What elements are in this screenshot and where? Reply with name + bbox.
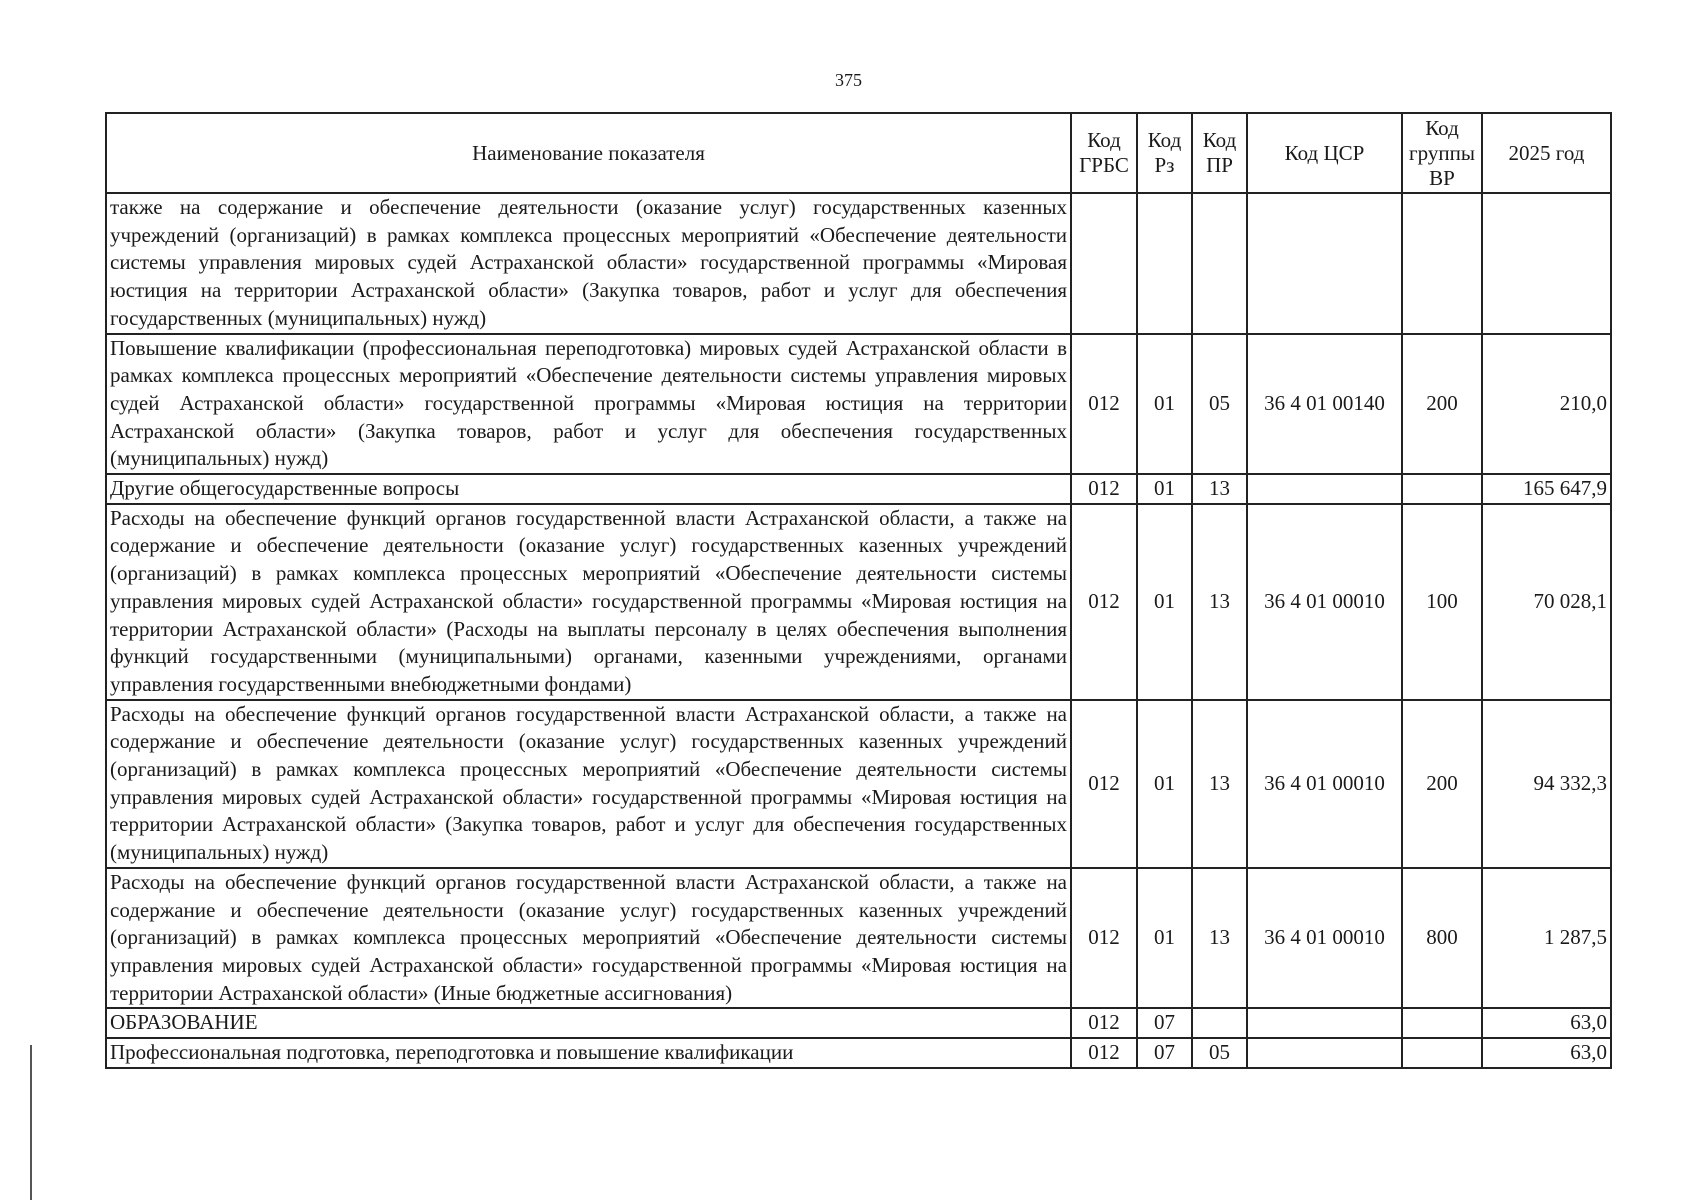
row-vr: 800 <box>1402 868 1482 1009</box>
row-amount: 63,0 <box>1482 1008 1611 1038</box>
table-row <box>106 1008 1611 1038</box>
row-csr: 36 4 01 00140 <box>1247 334 1402 475</box>
row-csr: 36 4 01 00010 <box>1247 504 1402 700</box>
header-csr: Код ЦСР <box>1247 113 1402 193</box>
row-grbs: 012 <box>1071 1038 1137 1068</box>
row-name: Расходы на обеспечение функций органов государственной власти Астраханской области, а также на содержание и обеспечение деятельности (оказание услуг) государственных казенных учреждений (организаций) в рамках комплекса процессных мероприятий «Обеспечение деятельности системы управления мировых судей Астраханской области» государственной программы «Мировая юстиция на территории Астраханской области» (Закупка товаров, работ и услуг для обеспечения государственных (муниципальных) нужд) <box>106 700 1071 868</box>
row-amount: 165 647,9 <box>1482 474 1611 504</box>
budget-table <box>105 112 1612 1069</box>
table-row <box>106 193 1611 334</box>
table-row <box>106 700 1611 868</box>
row-rz: 01 <box>1137 504 1192 700</box>
row-grbs: 012 <box>1071 474 1137 504</box>
table-row <box>106 474 1611 504</box>
row-amount: 94 332,3 <box>1482 700 1611 868</box>
row-amount: 63,0 <box>1482 1038 1611 1068</box>
row-rz: 07 <box>1137 1008 1192 1038</box>
row-grbs: 012 <box>1071 504 1137 700</box>
row-amount: 1 287,5 <box>1482 868 1611 1009</box>
row-rz <box>1137 193 1192 334</box>
row-vr <box>1402 474 1482 504</box>
row-rz: 07 <box>1137 1038 1192 1068</box>
row-pr: 13 <box>1192 504 1247 700</box>
row-rz: 01 <box>1137 474 1192 504</box>
row-vr: 200 <box>1402 334 1482 475</box>
header-name: Наименование показателя <box>106 113 1071 193</box>
row-pr: 13 <box>1192 474 1247 504</box>
row-name: Расходы на обеспечение функций органов государственной власти Астраханской области, а также на содержание и обеспечение деятельности (оказание услуг) государственных казенных учреждений (организаций) в рамках комплекса процессных мероприятий «Обеспечение деятельности системы управления мировых судей Астраханской области» государственной программы «Мировая юстиция на территории Астраханской области» (Иные бюджетные ассигнования) <box>106 868 1071 1009</box>
row-name: Повышение квалификации (профессиональная переподготовка) мировых судей Астраханской области в рамках комплекса процессных мероприятий «Обеспечение деятельности системы управления мировых судей Астраханской области» государственной программы «Мировая юстиция на территории Астраханской области» (Закупка товаров, работ и услуг для обеспечения государственных (муниципальных) нужд) <box>106 334 1071 475</box>
row-grbs: 012 <box>1071 1008 1137 1038</box>
row-grbs: 012 <box>1071 700 1137 868</box>
row-csr <box>1247 193 1402 334</box>
header-vr: Код группы ВР <box>1402 113 1482 193</box>
row-csr <box>1247 474 1402 504</box>
header-year: 2025 год <box>1482 113 1611 193</box>
header-grbs: Код ГРБС <box>1071 113 1137 193</box>
table-header-row <box>106 113 1611 193</box>
row-csr <box>1247 1038 1402 1068</box>
row-amount: 70 028,1 <box>1482 504 1611 700</box>
row-name: Другие общегосударственные вопросы <box>106 474 1071 504</box>
scan-edge-mark <box>30 1045 32 1200</box>
row-vr: 100 <box>1402 504 1482 700</box>
row-pr: 13 <box>1192 868 1247 1009</box>
row-name: ОБРАЗОВАНИЕ <box>106 1008 1071 1038</box>
row-amount: 210,0 <box>1482 334 1611 475</box>
table-row <box>106 504 1611 700</box>
row-rz: 01 <box>1137 334 1192 475</box>
row-rz: 01 <box>1137 700 1192 868</box>
row-grbs: 012 <box>1071 868 1137 1009</box>
row-csr: 36 4 01 00010 <box>1247 868 1402 1009</box>
row-grbs: 012 <box>1071 334 1137 475</box>
row-name: Расходы на обеспечение функций органов государственной власти Астраханской области, а также на содержание и обеспечение деятельности (оказание услуг) государственных казенных учреждений (организаций) в рамках комплекса процессных мероприятий «Обеспечение деятельности системы управления мировых судей Астраханской области» государственной программы «Мировая юстиция на территории Астраханской области» (Расходы на выплаты персоналу в целях обеспечения выполнения функций государственными (муниципальными) органами, казенными учреждениями, органами управления государственными внебюджетными фондами) <box>106 504 1071 700</box>
row-csr: 36 4 01 00010 <box>1247 700 1402 868</box>
header-rz: Код Рз <box>1137 113 1192 193</box>
row-name: Профессиональная подготовка, переподготовка и повышение квалификации <box>106 1038 1071 1068</box>
row-csr <box>1247 1008 1402 1038</box>
row-rz: 01 <box>1137 868 1192 1009</box>
row-vr <box>1402 1008 1482 1038</box>
table-row <box>106 1038 1611 1068</box>
table-row <box>106 868 1611 1009</box>
row-vr: 200 <box>1402 700 1482 868</box>
row-pr <box>1192 193 1247 334</box>
row-pr <box>1192 1008 1247 1038</box>
row-vr <box>1402 193 1482 334</box>
row-vr <box>1402 1038 1482 1068</box>
row-pr: 05 <box>1192 334 1247 475</box>
page-number: 375 <box>835 70 862 90</box>
row-pr: 13 <box>1192 700 1247 868</box>
table-row <box>106 334 1611 475</box>
row-name: также на содержание и обеспечение деятельности (оказание услуг) государственных казенных учреждений (организаций) в рамках комплекса процессных мероприятий «Обеспечение деятельности системы управления мировых судей Астраханской области» государственной программы «Мировая юстиция на территории Астраханской области» (Закупка товаров, работ и услуг для обеспечения государственных (муниципальных) нужд) <box>106 193 1071 334</box>
header-pr: Код ПР <box>1192 113 1247 193</box>
row-grbs <box>1071 193 1137 334</box>
row-amount <box>1482 193 1611 334</box>
row-pr: 05 <box>1192 1038 1247 1068</box>
